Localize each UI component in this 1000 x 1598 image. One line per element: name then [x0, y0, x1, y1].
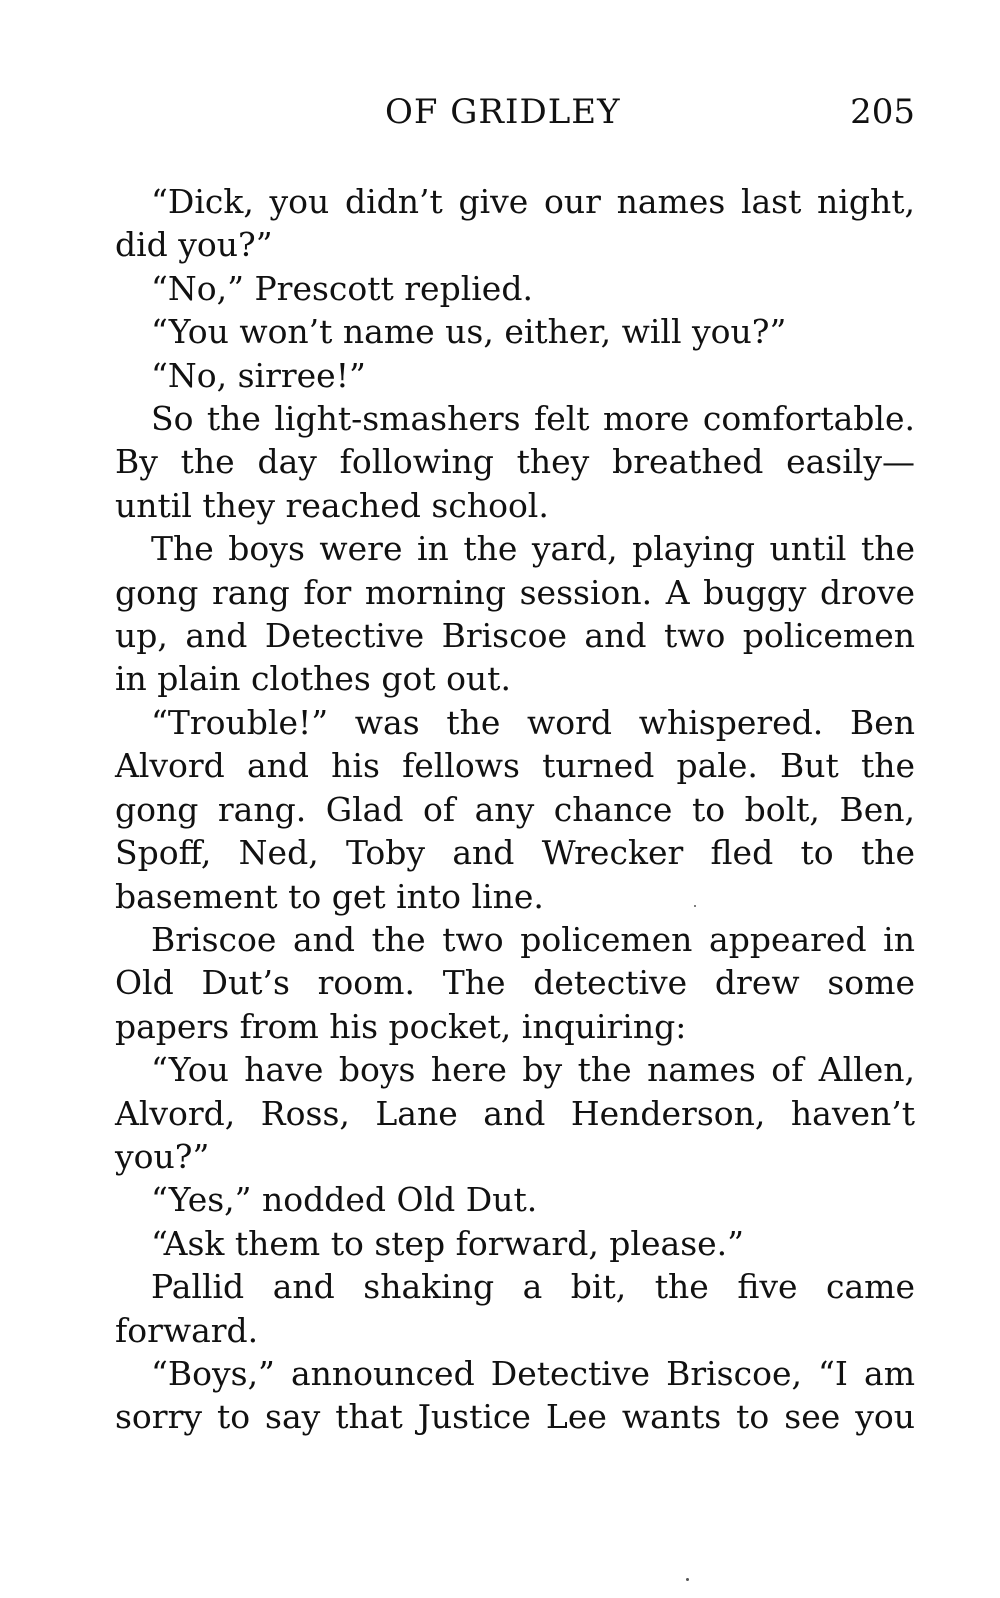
print-speck — [686, 1578, 689, 1581]
running-title: OF GRIDLEY — [385, 92, 621, 132]
paragraph: “You have boys here by the names of Allen, Alvord, Ross, Lane and Henderson, haven’t you?” — [115, 1050, 915, 1176]
paragraph: “You won’t name us, either, will you?” — [151, 312, 787, 352]
page-body — [115, 180, 915, 1439]
paragraph: Pallid and shaking a bit, the five came forward. — [115, 1267, 915, 1350]
paragraph: “Trouble!” was the word whispered. Ben Alvord and his fellows turned pale. But the gong rang. Glad of any chance to bolt, Ben, Spoff, Ned, Toby and Wrecker fled to the basement to get into line. — [115, 702, 915, 916]
paragraph: So the light-smashers felt more comfortable. By the day following they breathed easily—until they reached school. — [115, 399, 915, 525]
paragraph: “Boys,” announced Detective Briscoe, “I am sorry to say that Justice Lee wants to see you — [115, 1353, 915, 1437]
paragraph: “No,” Prescott replied. — [151, 268, 533, 308]
paragraph: “Yes,” nodded Old Dut. — [151, 1180, 538, 1220]
running-header — [115, 90, 915, 140]
paragraph: Briscoe and the two policemen appeared in Old Dut’s room. The detective drew some papers from his pocket, inquiring: — [115, 919, 915, 1046]
paragraph: “No, sirree!” — [151, 355, 366, 395]
page-number: 205 — [850, 92, 915, 132]
paragraph: “Ask them to step forward, please.” — [151, 1223, 745, 1263]
print-speck — [694, 905, 696, 907]
paragraph: “Dick, you didn’t give our names last night, did you?” — [115, 182, 915, 265]
paragraph: The boys were in the yard, playing until the gong rang for morning session. A buggy drove up, and Detective Briscoe and two policemen in plain clothes got out. — [115, 529, 915, 699]
